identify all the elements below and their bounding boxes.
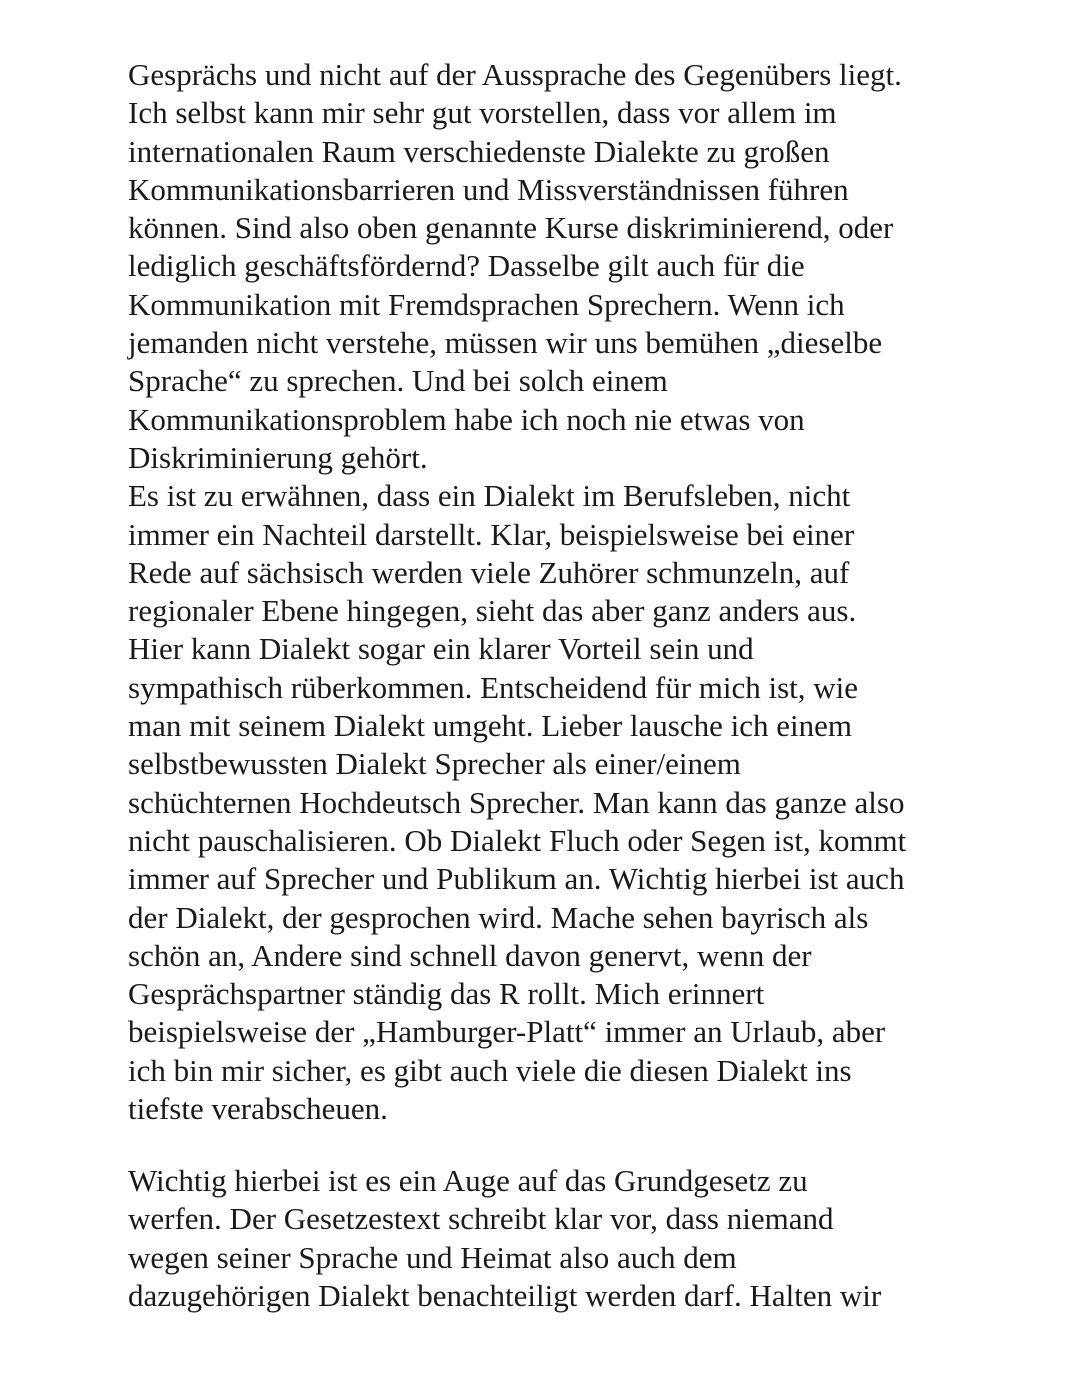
- text-line: Hier kann Dialekt sogar ein klarer Vorteil sein und: [128, 631, 754, 667]
- text-line: sympathisch rüberkommen. Entscheidend für mich ist, wie: [128, 669, 859, 705]
- text-line: selbstbewussten Dialekt Sprecher als einer/einem: [128, 746, 741, 782]
- text-line: internationalen Raum verschiedenste Dialekte zu großen: [128, 133, 830, 169]
- text-line: dazugehörigen Dialekt benachteiligt werden darf. Halten wir: [128, 1277, 882, 1313]
- text-line: Kommunikationsproblem habe ich noch nie etwas von: [128, 401, 805, 437]
- text-line: Diskriminierung gehört.: [128, 439, 428, 475]
- text-line: schön an, Andere sind schnell davon genervt, wenn der: [128, 937, 812, 973]
- text-line: werfen. Der Gesetzestext schreibt klar vor, dass niemand: [128, 1201, 834, 1237]
- text-line: Ich selbst kann mir sehr gut vorstellen, dass vor allem im: [128, 95, 837, 131]
- text-line: lediglich geschäftsfördernd? Dasselbe gilt auch für die: [128, 248, 805, 284]
- text-line: Wichtig hierbei ist es ein Auge auf das Grundgesetz zu: [128, 1163, 808, 1198]
- text-line: Gesprächspartner ständig das R rollt. Mich erinnert: [128, 976, 765, 1012]
- text-line: ich bin mir sicher, es gibt auch viele die diesen Dialekt ins: [128, 1052, 852, 1088]
- paragraph-block-main: [128, 56, 988, 1128]
- text-line: Kommunikationsbarrieren und Missverständnissen führen: [128, 171, 849, 207]
- text-line: Rede auf sächsisch werden viele Zuhörer schmunzeln, auf: [128, 554, 850, 590]
- text-line: beispielsweise der „Hamburger-Platt“ immer an Urlaub, aber: [128, 1014, 886, 1050]
- text-line: man mit seinem Dialekt umgeht. Lieber lausche ich einem: [128, 708, 852, 744]
- text-line: schüchternen Hochdeutsch Sprecher. Man kann das ganze also: [128, 784, 905, 820]
- text-line: immer ein Nachteil darstellt. Klar, beispielsweise bei einer: [128, 516, 855, 552]
- text-line: Gesprächs und nicht auf der Aussprache des Gegenübers liegt.: [128, 57, 902, 92]
- text-line: immer auf Sprecher und Publikum an. Wichtig hierbei ist auch: [128, 861, 905, 897]
- text-line: tiefste verabscheuen.: [128, 1091, 388, 1127]
- paragraph-block-grundgesetz: [128, 1162, 988, 1315]
- text-line: nicht pauschalisieren. Ob Dialekt Fluch oder Segen ist, kommt: [128, 822, 907, 858]
- text-line: regionaler Ebene hingegen, sieht das aber ganz anders aus.: [128, 593, 857, 629]
- text-line: können. Sind also oben genannte Kurse diskriminierend, oder: [128, 210, 894, 246]
- text-line: Es ist zu erwähnen, dass ein Dialekt im Berufsleben, nicht: [128, 478, 851, 514]
- text-line: Kommunikation mit Fremdsprachen Sprechern. Wenn ich: [128, 286, 845, 322]
- text-line: wegen seiner Sprache und Heimat also auch dem: [128, 1239, 737, 1275]
- text-line: Sprache“ zu sprechen. Und bei solch einem: [128, 363, 668, 399]
- text-line: jemanden nicht verstehe, müssen wir uns bemühen „dieselbe: [128, 325, 883, 361]
- text-line: der Dialekt, der gesprochen wird. Mache sehen bayrisch als: [128, 899, 869, 935]
